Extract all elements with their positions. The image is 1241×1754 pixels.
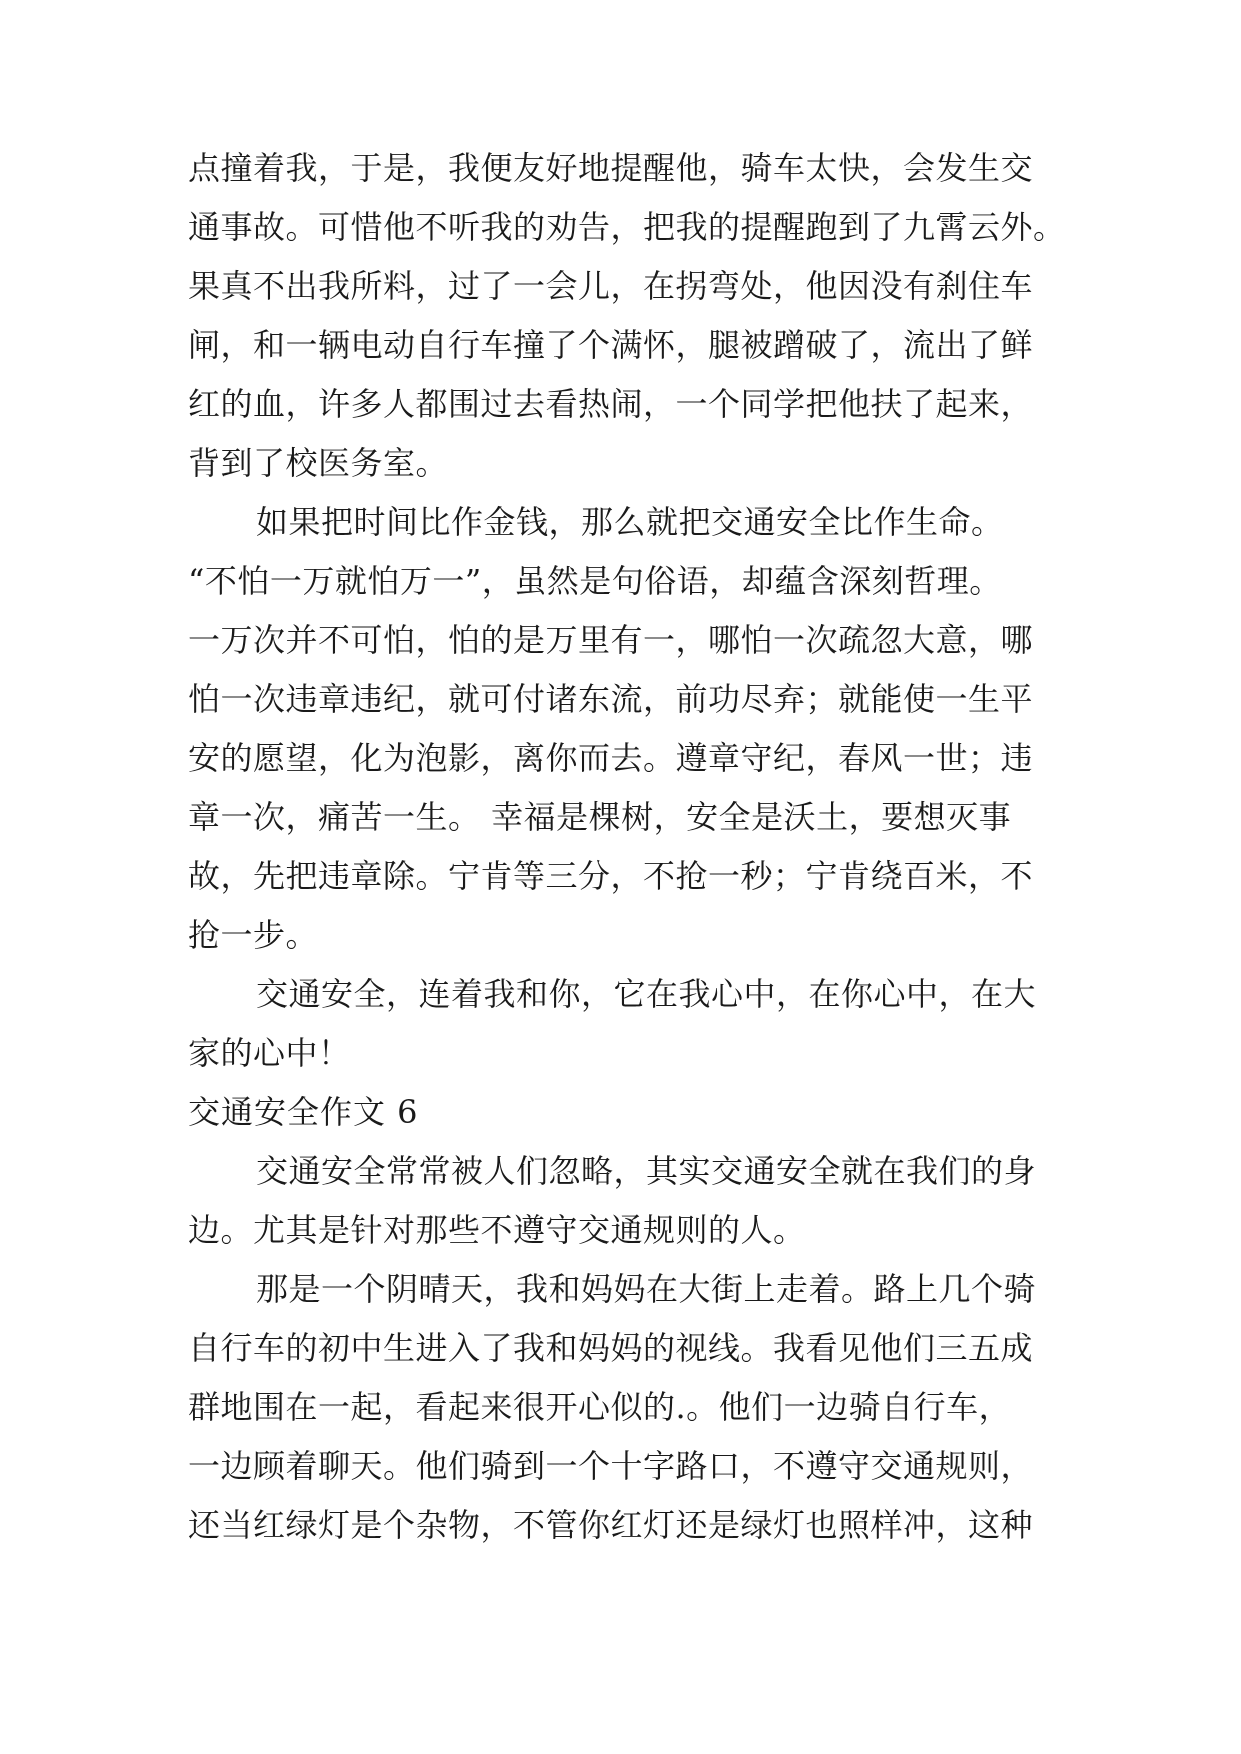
section-heading: 交通安全作文 6	[188, 1093, 419, 1131]
text-line: 抢一步。	[188, 916, 319, 954]
text-line: 家的心中！	[188, 1034, 351, 1072]
text-line: 边。尤其是针对那些不遵守交通规则的人。	[188, 1211, 806, 1249]
paragraph-start-line: 交通安全常常被人们忽略，其实交通安全就在我们的身	[256, 1152, 1037, 1190]
text-line: 安的愿望，化为泡影，离你而去。遵章守纪，春风一世；违	[188, 739, 1034, 777]
text-line: 闸，和一辆电动自行车撞了个满怀，腿被蹭破了，流出了鲜	[188, 326, 1034, 364]
text-line: 还当红绿灯是个杂物，不管你红灯还是绿灯也照样冲，这种	[188, 1506, 1034, 1544]
text-line: 通事故。可惜他不听我的劝告，把我的提醒跑到了九霄云外。	[188, 208, 1066, 246]
text-line: 一万次并不可怕，怕的是万里有一，哪怕一次疏忽大意，哪	[188, 621, 1034, 659]
text-line: 章一次，痛苦一生。 幸福是棵树，安全是沃土，要想灭事	[188, 798, 1012, 836]
text-line: 红的血，许多人都围过去看热闹，一个同学把他扶了起来，	[188, 385, 1034, 423]
paragraph-start-line: 那是一个阴晴天，我和妈妈在大街上走着。路上几个骑	[256, 1270, 1037, 1308]
paragraph-start-line: 交通安全，连着我和你，它在我心中，在你心中，在大	[256, 975, 1037, 1013]
text-line: 一边顾着聊天。他们骑到一个十字路口，不遵守交通规则，	[188, 1447, 1034, 1485]
text-line: 群地围在一起，看起来很开心似的.。他们一边骑自行车，	[188, 1388, 1012, 1426]
text-line: 怕一次违章违纪，就可付诸东流，前功尽弃；就能使一生平	[188, 680, 1034, 718]
text-line: 背到了校医务室。	[188, 444, 449, 482]
paragraph-start-line: 如果把时间比作金钱，那么就把交通安全比作生命。	[256, 503, 1004, 541]
text-line: 自行车的初中生进入了我和妈妈的视线。我看见他们三五成	[188, 1329, 1034, 1367]
text-line: 故，先把违章除。宁肯等三分，不抢一秒；宁肯绕百米，不	[188, 857, 1034, 895]
text-line: 点撞着我，于是，我便友好地提醒他，骑车太快，会发生交	[188, 149, 1034, 187]
text-line: 果真不出我所料，过了一会儿，在拐弯处，他因没有刹住车	[188, 267, 1034, 305]
text-line: “不怕一万就怕万一”，虽然是句俗语，却蕴含深刻哲理。	[188, 562, 1002, 600]
